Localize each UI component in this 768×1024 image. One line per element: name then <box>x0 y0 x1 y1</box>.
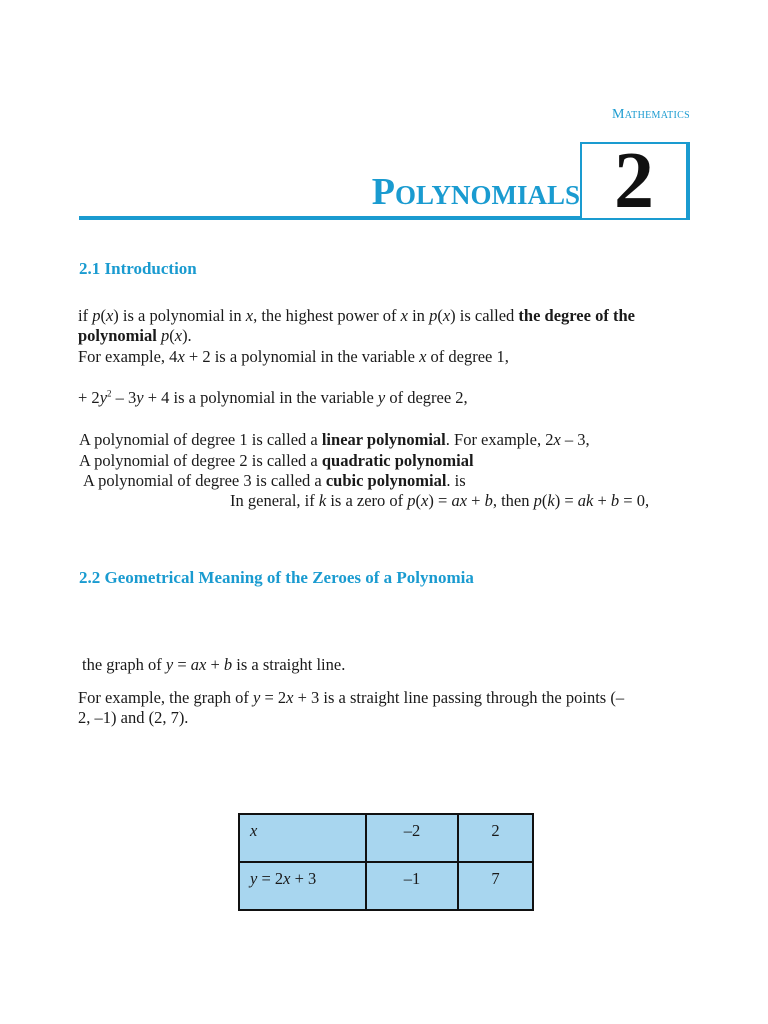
section-heading-geometrical-meaning: 2.2 Geometrical Meaning of the Zeroes of a Polynomia <box>79 568 474 587</box>
values-table <box>238 813 534 911</box>
chapter-number: 2 <box>614 137 654 225</box>
paragraph-line: + $2y^2 - 3y + 4$ is a polynomial in the variable y of degree 2, <box>78 388 468 407</box>
paragraph-line: A polynomial of degree 2 is called a quadratic polynomial <box>79 451 474 470</box>
paragraph-line: polynomial p(x). <box>78 326 192 345</box>
table-cell: 2 <box>458 814 533 862</box>
paragraph-line: For example, the graph of y = 2x + 3 is a straight line passing through the points (– <box>78 688 625 707</box>
table-row <box>239 814 533 862</box>
paragraph-line: In general, if k is a zero of p(x) = ax + b, then p(k) = ak + b = 0, <box>230 491 650 510</box>
table-cell: y = 2x + 3 <box>239 862 366 910</box>
paragraph-line: A polynomial of degree 3 is called a cubic polynomial. is <box>83 471 466 490</box>
table-cell: –2 <box>366 814 458 862</box>
paragraph-line: For example, 4x + 2 is a polynomial in the variable x of degree 1, <box>78 347 509 366</box>
table-cell: 7 <box>458 862 533 910</box>
section-heading-introduction: 2.1 Introduction <box>79 259 197 278</box>
paragraph-line: A polynomial of degree 1 is called a linear polynomial. For example, 2x – 3, <box>79 430 590 449</box>
chapter-number-box <box>580 137 690 225</box>
paragraph-line: 2, –1) and (2, 7). <box>78 708 189 727</box>
table-cell: x <box>239 814 366 862</box>
table-cell: –1 <box>366 862 458 910</box>
table-row <box>239 862 533 910</box>
chapter-title: Polynomials <box>371 171 580 213</box>
running-head: Mathematics <box>612 107 690 122</box>
paragraph-line: if p(x) is a polynomial in x, the highest power of x in p(x) is called the degree of the <box>78 306 635 325</box>
paragraph-line: the graph of y = ax + b is a straight line. <box>82 655 346 674</box>
